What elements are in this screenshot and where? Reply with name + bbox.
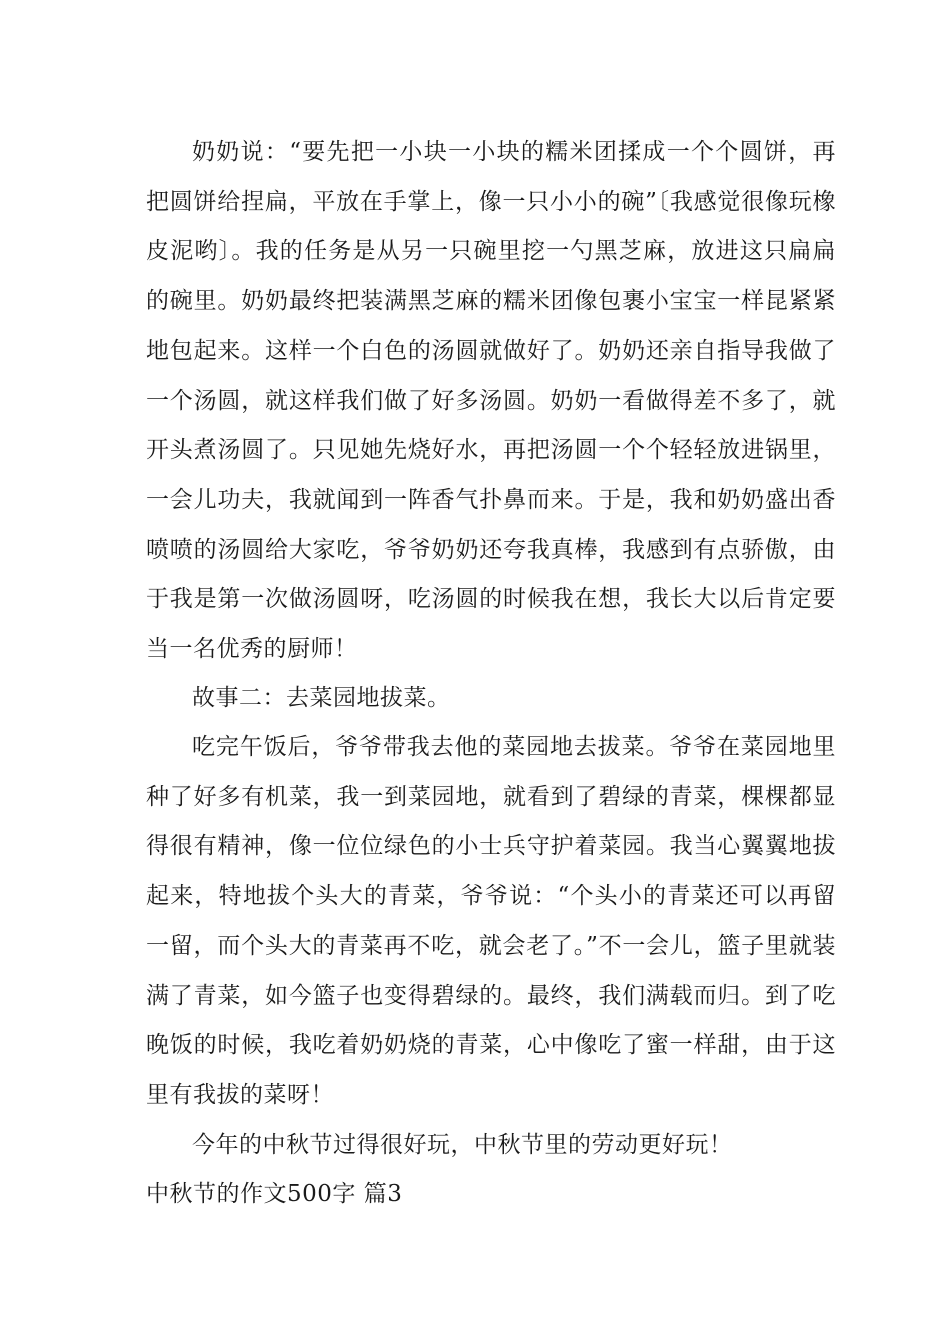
section-heading: 中秋节的作文500字 篇3: [146, 1181, 403, 1207]
paragraph-picking-vegetables: 吃完午饭后，爷爷带我去他的菜园地去拔菜。爷爷在菜园地里种了好多有机菜，我一到菜园地，就看到了碧绿的青菜，棵棵都显得很有精神，像一位位绿色的小士兵守护着菜园。我当心翼翼地拔起来，特地拔个头大的青菜，爷爷说：“个头小的青菜还可以再留一留，而个头大的青菜再不吃，就会老了。”不一会儿，篮子里就装满了青菜，如今篮子也变得碧绿的。最终，我们满载而归。到了吃晚饭的时候，我吃着奶奶烧的青菜，心中像吃了蜜一样甜，由于这里有我拔的菜呀！: [146, 734, 836, 1108]
paragraph-story-two-title: 故事二：去菜园地拔菜。: [192, 685, 451, 711]
paragraph-conclusion: 今年的中秋节过得很好玩，中秋节里的劳动更好玩！: [192, 1132, 733, 1158]
paragraph-making-tangyuan: 奶奶说：“要先把一小块一小块的糯米团揉成一个个圆饼，再把圆饼给捏扁，平放在手掌上，像一只小小的碗”〔我感觉很像玩橡皮泥哟〕。我的任务是从另一只碗里挖一勺黑芝麻，放进这只扁扁的碗里。奶奶最终把装满黑芝麻的糯米团像包裹小宝宝一样昆紧紧地包起来。这样一个白色的汤圆就做好了。奶奶还亲自指导我做了一个汤圆，就这样我们做了好多汤圆。奶奶一看做得差不多了，就开头煮汤圆了。只见她先烧好水，再把汤圆一个个轻轻放进锅里，一会儿功夫，我就闻到一阵香气扑鼻而来。于是，我和奶奶盛出香喷喷的汤圆给大家吃，爷爷奶奶还夸我真棒，我感到有点骄傲，由于我是第一次做汤圆呀，吃汤圆的时候我在想，我长大以后肯定要当一名优秀的厨师！: [146, 139, 836, 663]
